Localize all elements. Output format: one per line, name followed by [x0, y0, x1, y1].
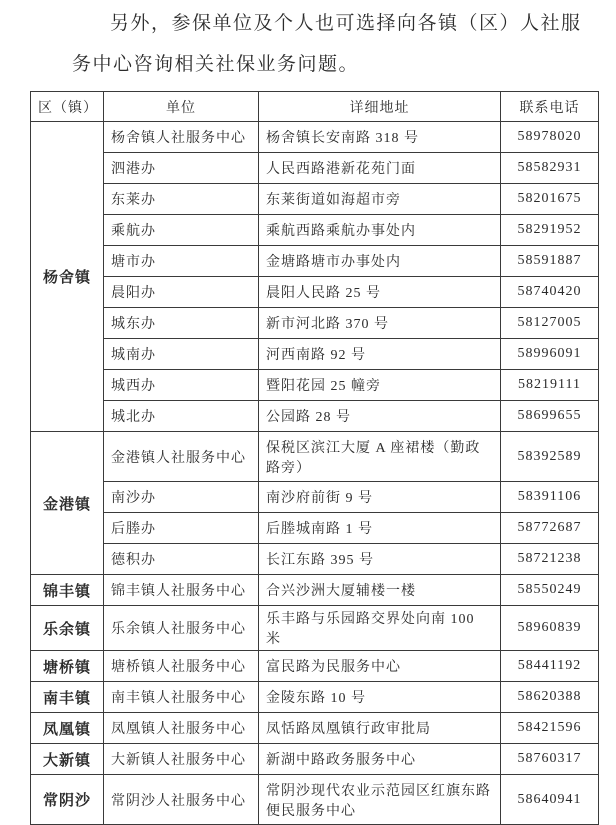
unit-cell: 金港镇人社服务中心 — [104, 432, 259, 482]
phone-cell: 58978020 — [501, 122, 599, 153]
table-row — [31, 575, 599, 606]
unit-cell: 德积办 — [104, 544, 259, 575]
address-cell: 金陵东路 10 号 — [259, 682, 501, 713]
phone-cell: 58127005 — [501, 308, 599, 339]
unit-cell: 泗港办 — [104, 153, 259, 184]
unit-cell: 城南办 — [104, 339, 259, 370]
address-cell: 后塍城南路 1 号 — [259, 513, 501, 544]
service-centers-table — [30, 91, 599, 825]
table-row — [31, 153, 599, 184]
phone-cell: 58996091 — [501, 339, 599, 370]
table-row — [31, 775, 599, 825]
district-cell: 南丰镇 — [31, 682, 104, 713]
table-row — [31, 606, 599, 651]
district-cell: 凤凰镇 — [31, 713, 104, 744]
address-cell: 保税区滨江大厦 A 座裙楼（勤政路旁） — [259, 432, 501, 482]
address-cell: 常阴沙现代农业示范园区红旗东路便民服务中心 — [259, 775, 501, 825]
phone-cell: 58392589 — [501, 432, 599, 482]
column-header-1: 单位 — [104, 92, 259, 122]
unit-cell: 锦丰镇人社服务中心 — [104, 575, 259, 606]
table-row — [31, 246, 599, 277]
district-cell: 金港镇 — [31, 432, 104, 575]
unit-cell: 晨阳办 — [104, 277, 259, 308]
table-row — [31, 713, 599, 744]
table-body — [31, 122, 599, 825]
phone-cell: 58960839 — [501, 606, 599, 651]
unit-cell: 乐余镇人社服务中心 — [104, 606, 259, 651]
address-cell: 乘航西路乘航办事处内 — [259, 215, 501, 246]
phone-cell: 58582931 — [501, 153, 599, 184]
unit-cell: 南丰镇人社服务中心 — [104, 682, 259, 713]
phone-cell: 58421596 — [501, 713, 599, 744]
unit-cell: 塘桥镇人社服务中心 — [104, 651, 259, 682]
table-row — [31, 544, 599, 575]
table-row — [31, 651, 599, 682]
table-row — [31, 744, 599, 775]
address-cell: 暨阳花园 25 幢旁 — [259, 370, 501, 401]
unit-cell: 城西办 — [104, 370, 259, 401]
district-cell: 杨舍镇 — [31, 122, 104, 432]
phone-cell: 58550249 — [501, 575, 599, 606]
address-cell: 南沙府前街 9 号 — [259, 482, 501, 513]
address-cell: 新市河北路 370 号 — [259, 308, 501, 339]
address-cell: 合兴沙洲大厦辅楼一楼 — [259, 575, 501, 606]
address-cell: 富民路为民服务中心 — [259, 651, 501, 682]
phone-cell: 58591887 — [501, 246, 599, 277]
phone-cell: 58291952 — [501, 215, 599, 246]
column-header-2: 详细地址 — [259, 92, 501, 122]
table-row — [31, 432, 599, 482]
address-cell: 长江东路 395 号 — [259, 544, 501, 575]
table-row — [31, 513, 599, 544]
unit-cell: 常阴沙人社服务中心 — [104, 775, 259, 825]
phone-cell: 58620388 — [501, 682, 599, 713]
intro-line-1: 另外，参保单位及个人也可选择向各镇（区）人社服 — [110, 13, 582, 34]
unit-cell: 后塍办 — [104, 513, 259, 544]
unit-cell: 南沙办 — [104, 482, 259, 513]
address-cell: 杨舍镇长安南路 318 号 — [259, 122, 501, 153]
address-cell: 晨阳人民路 25 号 — [259, 277, 501, 308]
phone-cell: 58640941 — [501, 775, 599, 825]
address-cell: 人民西路港新花苑门面 — [259, 153, 501, 184]
phone-cell: 58740420 — [501, 277, 599, 308]
district-cell: 塘桥镇 — [31, 651, 104, 682]
district-cell: 锦丰镇 — [31, 575, 104, 606]
column-header-3: 联系电话 — [501, 92, 599, 122]
address-cell: 河西南路 92 号 — [259, 339, 501, 370]
phone-cell: 58772687 — [501, 513, 599, 544]
table-row — [31, 215, 599, 246]
address-cell: 金塘路塘市办事处内 — [259, 246, 501, 277]
table-row — [31, 482, 599, 513]
table-row — [31, 277, 599, 308]
district-cell: 乐余镇 — [31, 606, 104, 651]
phone-cell: 58441192 — [501, 651, 599, 682]
table-row — [31, 339, 599, 370]
phone-cell: 58721238 — [501, 544, 599, 575]
table-row — [31, 370, 599, 401]
address-cell: 东莱街道如海超市旁 — [259, 184, 501, 215]
phone-cell: 58219111 — [501, 370, 599, 401]
address-cell: 公园路 28 号 — [259, 401, 501, 432]
address-cell: 乐丰路与乐园路交界处向南 100 米 — [259, 606, 501, 651]
table-row — [31, 122, 599, 153]
table-row — [31, 682, 599, 713]
table-row — [31, 401, 599, 432]
district-cell: 大新镇 — [31, 744, 104, 775]
unit-cell: 城北办 — [104, 401, 259, 432]
unit-cell: 大新镇人社服务中心 — [104, 744, 259, 775]
column-header-0: 区（镇） — [31, 92, 104, 122]
table-row — [31, 184, 599, 215]
unit-cell: 塘市办 — [104, 246, 259, 277]
table-header — [31, 92, 599, 122]
unit-cell: 东莱办 — [104, 184, 259, 215]
address-cell: 新湖中路政务服务中心 — [259, 744, 501, 775]
table-row — [31, 308, 599, 339]
district-cell: 常阴沙 — [31, 775, 104, 825]
unit-cell: 乘航办 — [104, 215, 259, 246]
phone-cell: 58201675 — [501, 184, 599, 215]
phone-cell: 58760317 — [501, 744, 599, 775]
intro-line-2: 务中心咨询相关社保业务问题。 — [72, 54, 360, 75]
address-cell: 凤恬路凤凰镇行政审批局 — [259, 713, 501, 744]
unit-cell: 凤凰镇人社服务中心 — [104, 713, 259, 744]
phone-cell: 58391106 — [501, 482, 599, 513]
header-row — [31, 92, 599, 122]
phone-cell: 58699655 — [501, 401, 599, 432]
unit-cell: 杨舍镇人社服务中心 — [104, 122, 259, 153]
unit-cell: 城东办 — [104, 308, 259, 339]
